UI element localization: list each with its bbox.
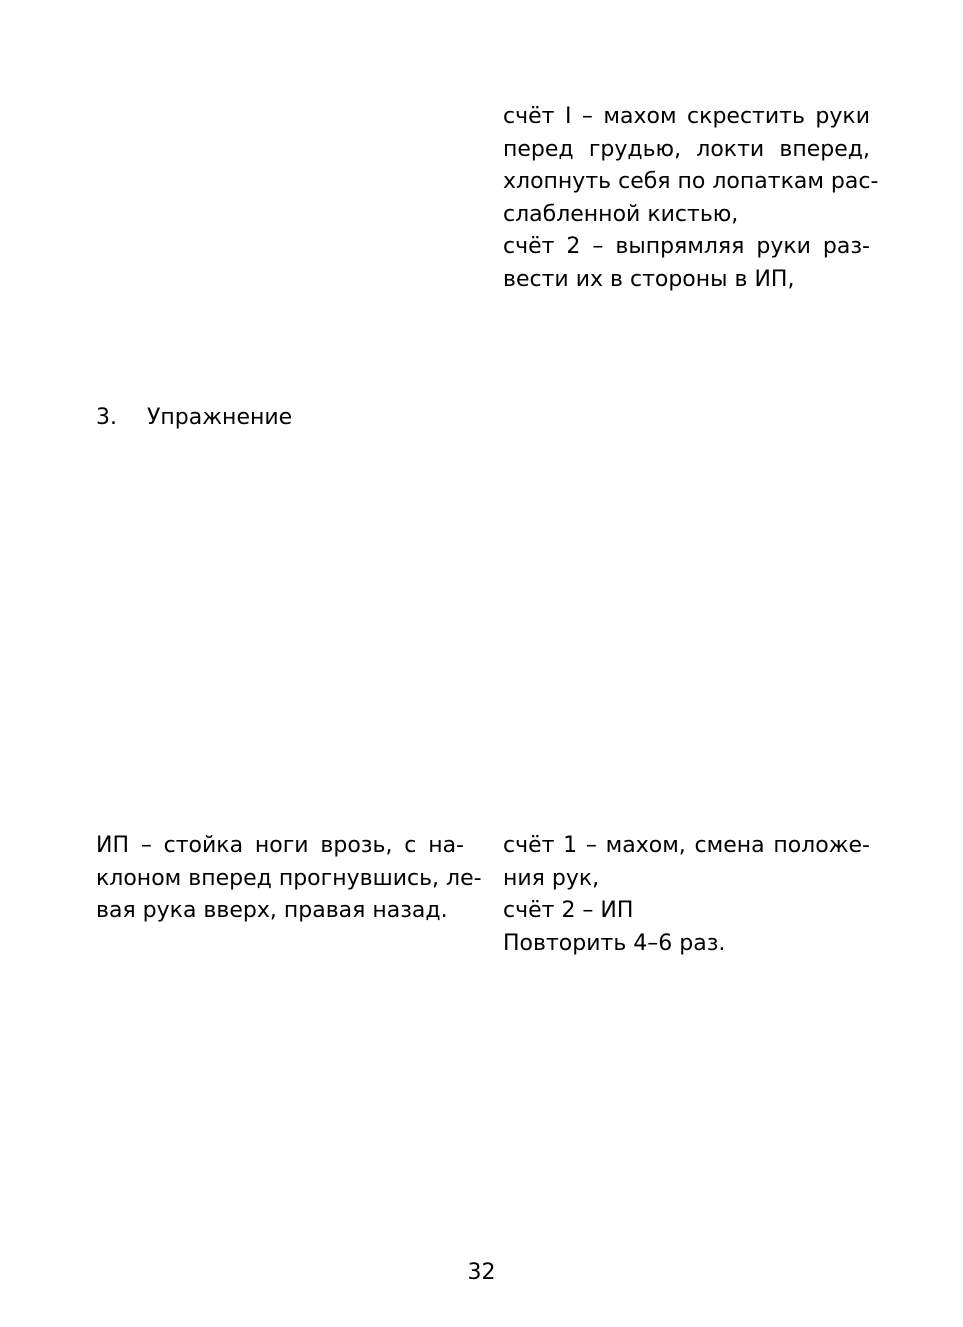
text-line: счёт 2 – выпрямляя руки раз- [503, 234, 870, 259]
text-line: счёт 1 – махом, смена положе- [503, 833, 870, 858]
instruction-text-top [503, 101, 879, 296]
count-instructions-text [503, 830, 870, 960]
text-line: вести их в стороны в ИП, [503, 266, 795, 292]
starting-position-text [96, 830, 482, 928]
text-line: счёт 2 – ИП [503, 898, 634, 923]
text-line: хлопнуть себя по лопаткам рас- [503, 169, 879, 194]
text-line: Повторить 4–6 раз. [503, 930, 726, 956]
text-line: счёт I – махом скрестить руки [503, 104, 870, 129]
page-number: 32 [467, 1260, 496, 1285]
section-number: 3. [96, 405, 117, 430]
section-heading [96, 402, 292, 434]
text-line: слабленной кистью, [503, 201, 739, 227]
text-line: перед грудью, локти вперед, [503, 136, 870, 162]
text-line: клоном вперед прогнувшись, ле- [96, 865, 482, 891]
text-line: ИП – стойка ноги врозь, с на- [96, 833, 464, 858]
text-line: вая рука вверх, правая назад. [96, 898, 448, 923]
text-line: ния рук, [503, 865, 600, 891]
section-title: Упражнение [147, 405, 293, 430]
